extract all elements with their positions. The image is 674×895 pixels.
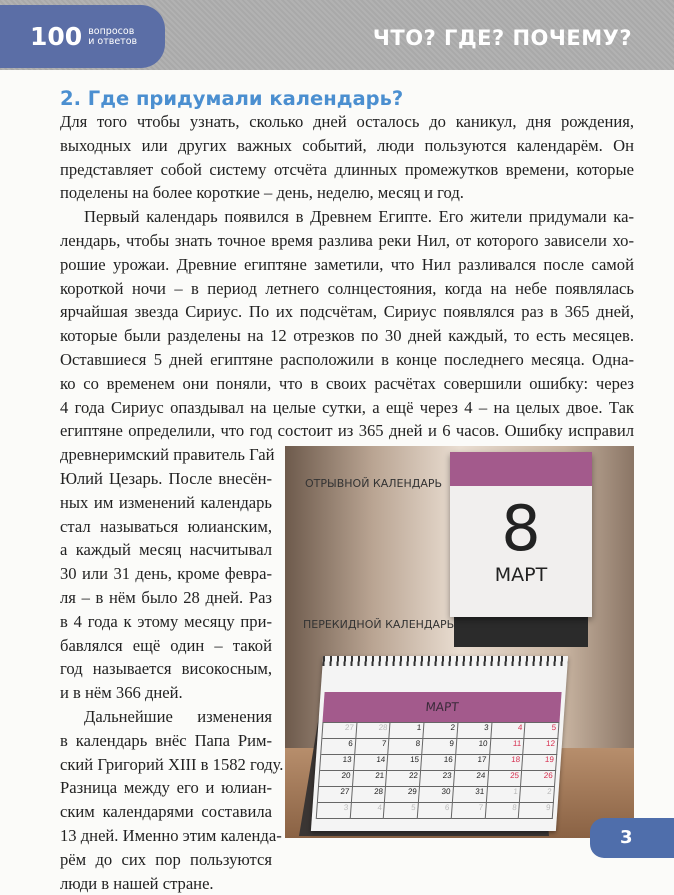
section-heading: 2. Где придумали календарь? [60,87,403,110]
tear-off-label: ОТРЫВНОЙ КАЛЕНДАРЬ [305,477,442,490]
text-line: Оставшиеся 5 дней египтяне расположили в конце последнего месяца. Одна- [60,348,634,372]
text-line: ским календарями составила [60,800,272,824]
calendar-day-cell: 1 [486,787,521,803]
calendar-day-cell: 28 [352,787,387,803]
calendar-day-cell: 8 [389,739,424,755]
calendar-day-cell: 3 [457,723,492,739]
calendar-day-cell: 26 [521,771,556,787]
calendar-day-cell: 8 [485,803,520,819]
series-subtitle [88,27,137,47]
calendar-day-cell: 27 [318,787,353,803]
calendar-day: 8 [450,494,592,564]
calendar-day-cell: 6 [418,803,453,819]
text-line: Разница между его и юлиан- [60,776,272,800]
text-line: люди в нашей стране. [60,872,272,895]
text-line: в календарь внёс Папа Рим- [60,729,272,753]
calendar-day-cell: 22 [386,771,421,787]
text-line: ко со временем они поняли, что в своих расчётах совершили ошибку: через [60,372,634,396]
desk-calendar [299,646,569,836]
page-number: 3 [590,818,674,858]
text-line: Для того чтобы узнать, сколько дней осталось до каникул, дня рождения, [60,110,634,134]
calendar-grid [316,722,560,819]
calendar-day-cell: 28 [356,723,391,739]
calendar-page [450,452,592,617]
calendar-day-cell: 15 [387,755,422,771]
text-line: год называется високосным, [60,657,272,681]
calendar-day-cell: 25 [488,771,523,787]
calendar-day-cell: 31 [453,787,488,803]
calendar-day-cell: 11 [490,739,525,755]
calendar-band [450,452,592,486]
text-line: выходных или других важных событий, люди пользуются календарём. Он [60,134,634,158]
series-title: ЧТО? ГДЕ? ПОЧЕМУ? [373,26,632,50]
calendar-day-cell: 27 [322,723,357,739]
text-line: рошие урожаи. Древние египтяне заметили, что Нил разливался после самой [60,253,634,277]
text-line: 13 дней. Именно этим календа- [60,824,272,848]
calendar-illustration [285,446,634,838]
calendar-day-cell: 17 [455,755,490,771]
text-line: Юлий Цезарь. После внесён- [60,467,272,491]
text-line: Первый календарь появился в Древнем Египте. Его жители придумали ка- [60,205,634,229]
calendar-day-cell: 21 [353,771,388,787]
calendar-day-cell: 2 [520,787,555,803]
text-line: лендарь, чтобы знать точное время разлива реки Нил, от которого зависели хо- [60,229,634,253]
calendar-day-cell: 20 [319,771,354,787]
desk-calendar-month: МАРТ [323,692,562,722]
calendar-day-cell: 29 [385,787,420,803]
desk-calendar-label: ПЕРЕКИДНОЙ КАЛЕНДАРЬ [303,618,454,631]
calendar-day-cell: 12 [523,739,558,755]
calendar-day-cell: 6 [321,739,356,755]
text-line: ярчайшая звезда Сириус. По их подсчётам, Сириус появлялся раз в 365 дней, [60,300,634,324]
text-line: представляет собой систему отсчёта длинных промежутков времени, которые [60,158,634,182]
calendar-day-cell: 1 [390,723,425,739]
text-line: ных им изменений календарь [60,491,272,515]
calendar-day-cell: 16 [421,755,456,771]
calendar-day-cell: 24 [454,771,489,787]
text-line: рём до сих пор пользуются [60,848,272,872]
calendar-day-cell: 2 [423,723,458,739]
text-line: Дальнейшие изменения [60,705,272,729]
text-line: которые были разделены на 12 отрезков по 30 дней каждый, то есть месяцев. [60,324,634,348]
calendar-day-cell: 5 [384,803,419,819]
spiral-binding [322,656,568,666]
calendar-day-cell: 14 [354,755,389,771]
subtitle-line-2: и ответов [88,36,137,47]
calendar-day-cell: 13 [320,755,355,771]
series-count: 100 [30,22,82,51]
tear-off-calendar [450,452,592,647]
text-line: в 4 года к этому месяцу при- [60,610,272,634]
page-header [0,0,674,70]
calendar-day-cell: 3 [317,803,352,819]
text-line: 4 года Сириус опаздывал на целые сутки, а ещё через 4 – на целых двое. Так [60,396,634,420]
calendar-day-cell: 7 [452,803,487,819]
text-line: ский Григорий XIII в 1582 году. [60,753,272,777]
calendar-day-cell: 19 [522,755,557,771]
calendar-day-cell: 9 [422,739,457,755]
text-line: ля – в нём было 28 дней. Раз [60,586,272,610]
text-line: а каждый месяц насчитывал [60,538,272,562]
calendar-day-cell: 4 [350,803,385,819]
text-line: поделены на более короткие – день, неделю, месяц и год. [60,181,634,205]
text-line: древнеримский правитель Гай [60,443,272,467]
subtitle-line-1: вопросов [88,26,134,37]
calendar-day-cell: 5 [525,723,560,739]
book-series-tab [0,5,165,68]
calendar-day-cell: 30 [419,787,454,803]
text-line: стал называться юлианским, [60,515,272,539]
text-line: и в нём 366 дней. [60,681,272,705]
calendar-day-cell: 9 [519,803,554,819]
calendar-month: МАРТ [450,564,592,586]
calendar-sheet [311,656,568,831]
text-line: египтяне определили, что год состоит из 365 дней и 6 часов. Ошибку исправил [60,419,634,443]
text-line: 30 или 31 день, кроме февра- [60,562,272,586]
calendar-day-cell: 7 [355,739,390,755]
text-line: бавлялся ещё один – такой [60,634,272,658]
calendar-day-cell: 10 [456,739,491,755]
text-line: короткой ночи – в период летнего солнцестояния, когда на небе появлялась [60,277,634,301]
calendar-day-cell: 4 [491,723,526,739]
calendar-day-cell: 23 [420,771,455,787]
calendar-day-cell: 18 [489,755,524,771]
